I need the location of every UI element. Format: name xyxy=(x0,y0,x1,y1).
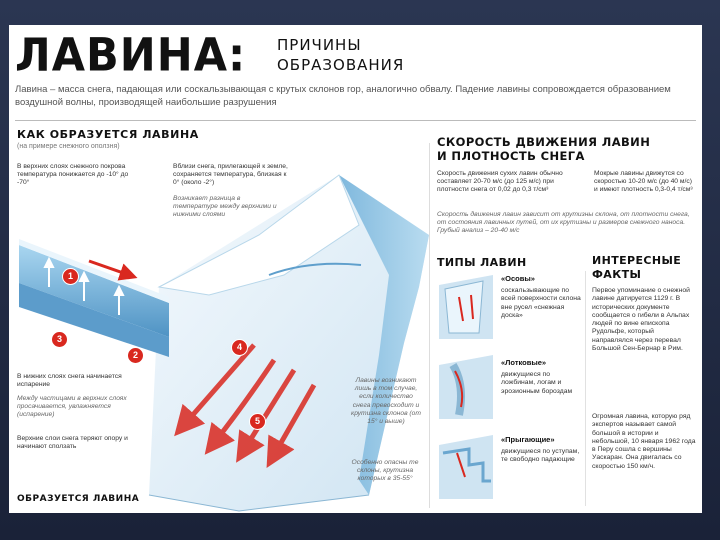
type-lotkovye-name: «Лотковые» xyxy=(501,358,547,367)
fact-first-mention: Первое упоминание о снежной лавине датируется 1129 г. В исторических документе сообщается о гибели в Альпах людей по вине епископа Рудольфе, который направлялся через перевал Большой Сен-Бернар в Рим. xyxy=(592,287,690,353)
facts-heading-line2: ФАКТЫ xyxy=(592,268,642,281)
caption-mid-left: В нижних слоях снега начинается испарение xyxy=(17,373,122,389)
speed-dry: Скорость движения сухих лавин обычно составляет 20-70 м/с (до 125 м/с) при плотности снега от 0,02 до 0,3 т/см³ xyxy=(437,170,563,194)
caption-mid-left-note: Между частицами в верхних слоях просачивается, увлажняется (испарение) xyxy=(17,395,127,419)
column-divider xyxy=(429,143,430,508)
caption-right-note: Лавины возникают лишь в том случае, если количество снега превосходит и крутизна склонов (от 15° и выше) xyxy=(351,377,421,426)
callout-4: 4 xyxy=(231,339,248,356)
caption-top-mid-note: Возникает разница в температуре между верхними и нижними слоями xyxy=(173,195,277,219)
how-heading: КАК ОБРАЗУЕТСЯ ЛАВИНА xyxy=(17,128,199,141)
main-title: ЛАВИНА: xyxy=(15,29,247,83)
callout-5: 5 xyxy=(249,413,266,430)
speed-heading-line1: СКОРОСТЬ ДВИЖЕНИЯ ЛАВИН xyxy=(437,135,651,149)
type-prygayushchie-name: «Прыгающие» xyxy=(501,435,555,444)
types-heading: ТИПЫ ЛАВИН xyxy=(437,256,527,269)
caption-right-note-2: Особенно опасны те склоны, крутизна которых в 35-55° xyxy=(351,459,419,483)
type-lotkovye-image xyxy=(439,355,493,419)
facts-heading-line1: ИНТЕРЕСНЫЕ xyxy=(592,254,682,267)
fact-largest-avalanche: Огромная лавина, которую ряд экспертов называет самой большой в истории и небольшой, 10 января 1962 года в Перу сошла с вершины Уаскаран. Она двигалась со скоростью 150 км/ч. xyxy=(592,413,696,470)
speed-heading-line2: И ПЛОТНОСТЬ СНЕГА xyxy=(437,149,585,163)
lead-text: Лавина – масса снега, падающая или соскальзывающая с крутых склонов гор, аналогично обвалу. Падение лавины сопровождается образованием воздушной волны, производящей наибольшие разрушения xyxy=(15,84,671,108)
callout-3: 3 xyxy=(51,331,68,348)
caption-bottom-left: Верхние слои снега теряют опору и начинают сползать xyxy=(17,435,128,451)
types-facts-divider xyxy=(585,271,586,506)
type-prygayushchie-image xyxy=(439,435,493,499)
type-osovy-desc: соскальзывающие по всей поверхности склона вне русел «снежная доска» xyxy=(501,287,581,319)
type-prygayushchie-desc: движущиеся по уступам, те свободно падающие xyxy=(501,448,580,464)
forms-footer: ОБРАЗУЕТСЯ ЛАВИНА xyxy=(17,494,140,504)
speed-wet: Мокрые лавины движутся со скоростью 10-20 м/с (до 40 м/с) и имеют плотность 0,3-0,4 т/см³ xyxy=(594,170,693,194)
callout-2: 2 xyxy=(127,347,144,364)
speed-note: Скорость движения лавин зависит от крутизны склона, от плотности снега, от состояния лавинных путей, от их крутизны и размеров снежного наноса. Грубый анализ – 20-40 м/с xyxy=(437,211,690,235)
speed-heading xyxy=(437,135,650,163)
how-subheading: (на примере снежного оползня) xyxy=(17,143,120,150)
caption-top-mid: Вблизи снега, прилегающей к земле, сохраняется температура, близкая к 0° (около -2°) xyxy=(173,163,288,187)
infographic-sheet xyxy=(9,25,702,513)
title-subtitle xyxy=(277,35,404,75)
title-subtitle-line2: ОБРАЗОВАНИЯ xyxy=(277,56,405,74)
type-osovy-name: «Осовы» xyxy=(501,274,535,283)
title-subtitle-line1: ПРИЧИНЫ xyxy=(277,36,362,54)
caption-top-left: В верхних слоях снежного покрова температура понижается до -10° до -70° xyxy=(17,163,129,187)
callout-1: 1 xyxy=(62,268,79,285)
facts-heading xyxy=(592,254,681,282)
type-lotkovye-desc: движущиеся по ложбинам, логам и эрозионным бороздам xyxy=(501,371,573,395)
type-osovy-image xyxy=(439,275,493,339)
